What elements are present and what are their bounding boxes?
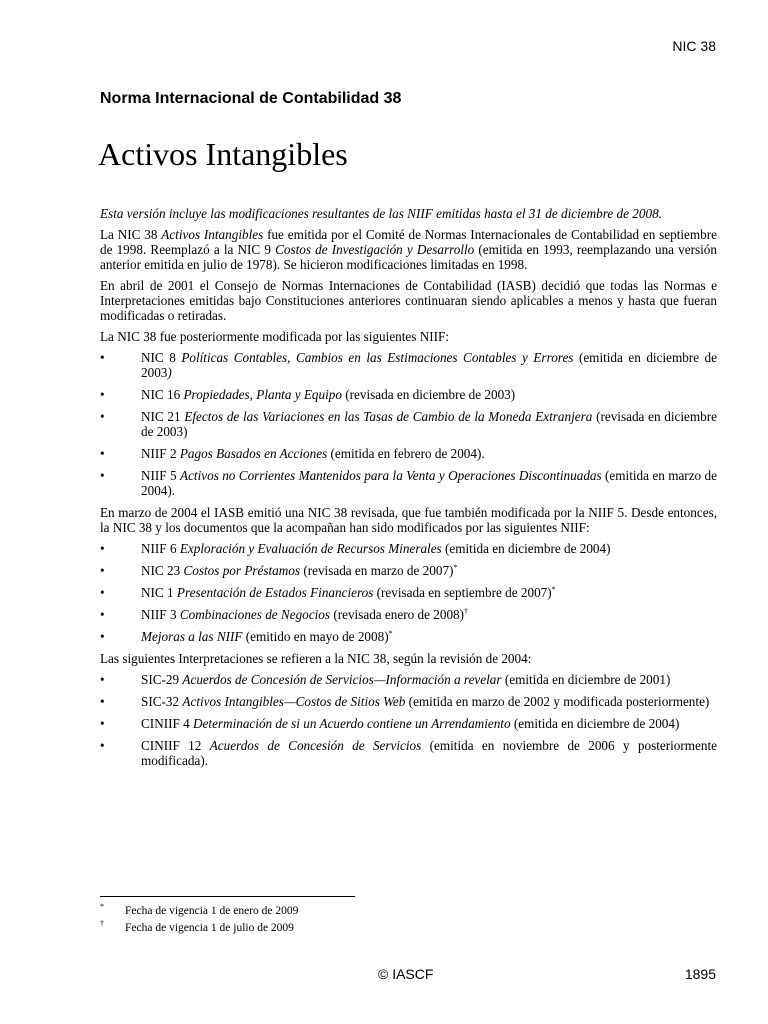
item-code: NIIF 5 [141, 468, 181, 483]
paragraph-history [100, 227, 717, 272]
item-code: NIC 23 [141, 563, 184, 578]
page-number: 1895 [684, 966, 716, 982]
item-code: NIC 21 [141, 409, 185, 424]
item-note: (revisada en diciembre de 2003) [141, 409, 717, 439]
list-item [100, 738, 717, 768]
bullet-marker: • [100, 716, 105, 731]
item-code: NIIF 6 [141, 541, 180, 556]
text-run: fue emitida por el Comité de Normas Internacionales de Contabilidad en septiembre de 1998. Reemplazó a la NIC 9 [100, 227, 718, 257]
item-code: NIIF 2 [141, 446, 180, 461]
item-note: (revisada en septiembre de 2007) [373, 585, 552, 600]
footnote-text: Fecha de vigencia 1 de enero de 2009 [125, 905, 299, 917]
item-code: NIIF 3 [141, 607, 180, 622]
bullet-marker: • [100, 563, 105, 578]
footnote-ref: * [453, 563, 458, 572]
paragraph-amended-by: La NIC 38 fue posteriormente modificada por las siguientes NIIF: [100, 329, 450, 344]
list-item [100, 446, 717, 461]
item-title: Políticas Contables, Cambios en las Estimaciones Contables y Errores [181, 350, 574, 365]
page-title: Activos Intangibles [98, 136, 348, 172]
list-item [100, 541, 717, 556]
header-standard-code: NIC 38 [672, 38, 716, 54]
item-note-end: ) [167, 365, 172, 380]
footnote-mark: * [100, 902, 104, 911]
paragraph-iasb: En abril de 2001 el Consejo de Normas Internaciones de Contabilidad (IASB) decidió que todas las Normas e Interpretaciones emitidas bajo Constituciones anteriores continuaran siendo aplicables a menos y hasta que fueran modificadas o retiradas. [100, 278, 717, 323]
list-item [100, 629, 717, 644]
footnote-text: Fecha de vigencia 1 de julio de 2009 [125, 922, 294, 934]
amendments-list-2 [100, 541, 717, 644]
item-note: (emitida en marzo de 2004). [141, 468, 717, 498]
item-title: Pagos Basados en Acciones [179, 446, 328, 461]
item-code: CINIIF 4 [141, 716, 194, 731]
bullet-marker: • [100, 350, 105, 365]
list-item [100, 350, 717, 380]
list-item [100, 387, 717, 402]
footnote-divider [100, 896, 355, 897]
item-title: Activos Intangibles—Costos de Sitios Web [182, 694, 406, 709]
list-item [100, 694, 717, 709]
bullet-marker: • [100, 387, 105, 402]
item-title: Exploración y Evaluación de Recursos Minerales [179, 541, 442, 556]
item-note: (emitida en diciembre de 2004) [441, 541, 611, 556]
footnote-mark: † [100, 919, 104, 928]
document-body [100, 206, 717, 775]
item-note: (emitida en marzo de 2002 y modificada posteriormente) [405, 694, 710, 709]
list-item [100, 716, 717, 731]
list-item [100, 607, 717, 622]
bullet-marker: • [100, 607, 105, 622]
bullet-marker: • [100, 694, 105, 709]
item-title: Mejoras a las NIIF [141, 629, 243, 644]
item-title: Acuerdos de Concesión de Servicios—Información a revelar [182, 672, 502, 687]
paragraph-interpretations: Las siguientes Interpretaciones se refieren a la NIC 38, según la revisión de 2004: [100, 651, 532, 666]
item-title: Costos por Préstamos [183, 563, 301, 578]
item-title: Propiedades, Planta y Equipo [183, 387, 342, 402]
item-title: Activos no Corrientes Mantenidos para la Venta y Operaciones Discontinuadas [180, 468, 602, 483]
interpretations-list [100, 672, 717, 768]
item-code: SIC-32 [141, 694, 183, 709]
standard-subtitle: Norma Internacional de Contabilidad 38 [100, 90, 402, 107]
text-run-italic: Activos Intangibles [161, 227, 264, 242]
list-item [100, 468, 717, 498]
paragraph-revised: En marzo de 2004 el IASB emitió una NIC 38 revisada, que fue también modificada por la NIIF 5. Desde entonces, la NIC 38 y los documentos que la acompañan han sido modificados por las siguientes NIIF: [100, 505, 717, 535]
item-code: NIC 16 [141, 387, 184, 402]
footer-copyright: © IASCF [378, 966, 434, 982]
text-run: La NIC 38 [100, 227, 162, 242]
bullet-marker: • [100, 629, 105, 644]
item-code: NIC 1 [141, 585, 177, 600]
item-note: (revisada enero de 2008) [330, 607, 465, 622]
item-code: NIC 8 [141, 350, 182, 365]
item-title: Acuerdos de Concesión de Servicios [209, 738, 422, 753]
item-title: Combinaciones de Negocios [179, 607, 331, 622]
bullet-marker: • [100, 672, 105, 687]
list-item [100, 585, 717, 600]
item-note: (emitido en mayo de 2008) [242, 629, 389, 644]
list-item [100, 672, 717, 687]
item-note: (emitida en febrero de 2004). [327, 446, 485, 461]
item-note: (emitida en noviembre de 2006 y posteriormente modificada). [141, 738, 717, 768]
text-run-italic: Costos de Investigación y Desarrollo [275, 242, 475, 257]
item-code: CINIIF 12 [141, 738, 210, 753]
item-title: Efectos de las Variaciones en las Tasas de Cambio de la Moneda Extranjera [184, 409, 593, 424]
text-run: (emitida en 1993, reemplazando una versión anterior emitida en julio de 1978). Se hicieron modificaciones limitadas en 1998. [100, 242, 717, 272]
item-note: (emitida en diciembre de 2003 [141, 350, 718, 380]
footnote-ref: * [551, 585, 556, 594]
bullet-marker: • [100, 446, 105, 461]
item-note: (revisada en marzo de 2007) [300, 563, 454, 578]
bullet-marker: • [100, 738, 105, 753]
item-note: (emitida en diciembre de 2001) [501, 672, 671, 687]
item-title: Determinación de si un Acuerdo contiene un Arrendamiento [193, 716, 511, 731]
version-note: Esta versión incluye las modificaciones resultantes de las NIIF emitidas hasta el 31 de diciembre de 2008. [100, 206, 662, 221]
list-item [100, 563, 717, 578]
footnote-ref: * [388, 629, 393, 638]
bullet-marker: • [100, 541, 105, 556]
footnote-ref: † [464, 607, 469, 616]
item-code: SIC-29 [141, 672, 183, 687]
item-note: (emitida en diciembre de 2004) [510, 716, 680, 731]
item-title: Presentación de Estados Financieros [176, 585, 374, 600]
amendments-list-1 [100, 350, 717, 498]
bullet-marker: • [100, 468, 105, 483]
bullet-marker: • [100, 585, 105, 600]
bullet-marker: • [100, 409, 105, 424]
list-item [100, 409, 717, 439]
item-note: (revisada en diciembre de 2003) [341, 387, 516, 402]
